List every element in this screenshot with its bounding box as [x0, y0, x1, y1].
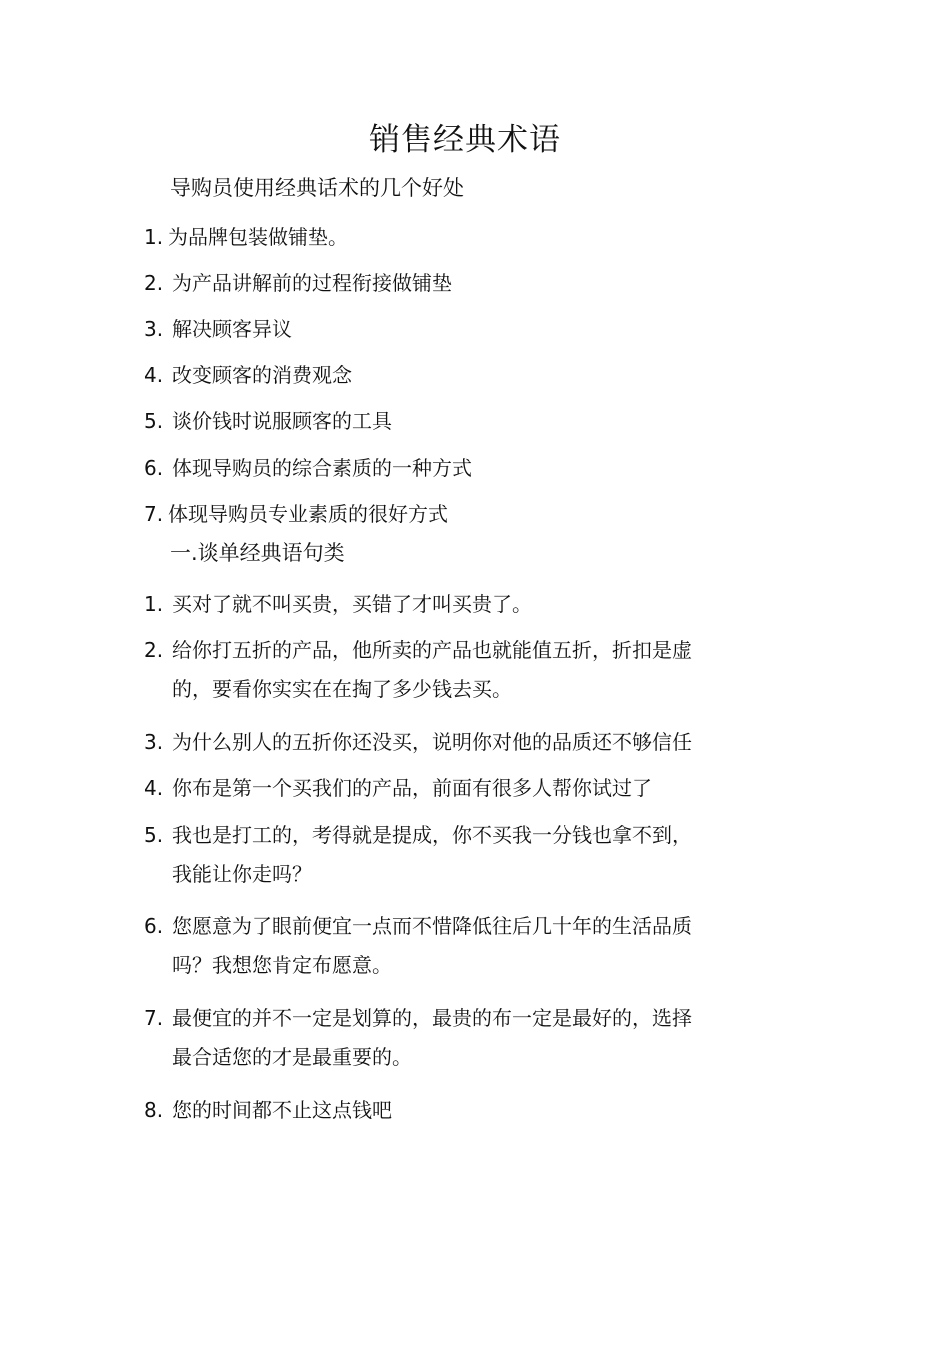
- phrase-number: 7.: [144, 1006, 164, 1030]
- benefit-number: 1.: [144, 225, 164, 249]
- benefit-item: [144, 222, 754, 252]
- phrase-text: 最便宜的并不一定是划算的，最贵的布一定是最好的，选择: [172, 1006, 692, 1030]
- phrase-continuation: 吗？我想您肯定布愿意。: [172, 953, 392, 977]
- benefit-text: 体现导购员的综合素质的一种方式: [172, 456, 472, 480]
- phrase-item: [144, 820, 754, 889]
- phrase-number: 2.: [144, 638, 164, 662]
- benefit-text: 体现导购员专业素质的很好方式: [168, 502, 448, 526]
- benefit-number: 2.: [144, 271, 164, 295]
- phrase-item: [144, 727, 754, 757]
- phrase-continuation: 我能让你走吗？: [172, 862, 312, 886]
- benefit-number: 6.: [144, 456, 164, 480]
- benefit-item: [144, 406, 754, 436]
- phrase-number: 5.: [144, 823, 164, 847]
- phrase-text: 你布是第一个买我们的产品，前面有很多人帮你试过了: [172, 776, 652, 800]
- phrase-number: 3.: [144, 730, 164, 754]
- phrase-item: [144, 1095, 754, 1125]
- benefit-text: 谈价钱时说服顾客的工具: [172, 409, 392, 433]
- benefit-item: [144, 453, 754, 483]
- phrase-number: 4.: [144, 776, 164, 800]
- benefit-item: [144, 499, 754, 529]
- phrase-item: [144, 635, 754, 704]
- phrase-number: 1.: [144, 592, 164, 616]
- phrase-number: 8.: [144, 1098, 164, 1122]
- phrase-text: 为什么别人的五折你还没买，说明你对他的品质还不够信任: [172, 730, 692, 754]
- phrase-text: 您的时间都不止这点钱吧: [172, 1098, 392, 1122]
- benefit-item: [144, 360, 754, 390]
- benefit-item: [144, 314, 754, 344]
- phrase-text: 我也是打工的，考得就是提成，你不买我一分钱也拿不到，: [172, 823, 692, 847]
- benefit-text: 为产品讲解前的过程衔接做铺垫: [172, 271, 452, 295]
- phrase-text: 您愿意为了眼前便宜一点而不惜降低往后几十年的生活品质: [172, 914, 692, 938]
- section-heading: 一.谈单经典语句类: [170, 541, 345, 565]
- benefit-number: 5.: [144, 409, 164, 433]
- phrase-text: 给你打五折的产品，他所卖的产品也就能值五折，折扣是虚: [172, 638, 692, 662]
- phrase-continuation: 的，要看你实实在在掏了多少钱去买。: [172, 677, 512, 701]
- phrase-number: 6.: [144, 914, 164, 938]
- intro-heading: 导购员使用经典话术的几个好处: [170, 176, 464, 200]
- phrase-continuation: 最合适您的才是最重要的。: [172, 1045, 412, 1069]
- benefit-text: 解决顾客异议: [172, 317, 292, 341]
- benefit-number: 3.: [144, 317, 164, 341]
- phrase-text: 买对了就不叫买贵，买错了才叫买贵了。: [172, 592, 532, 616]
- benefit-number: 7.: [144, 502, 164, 526]
- benefit-text: 为品牌包装做铺垫。: [168, 225, 348, 249]
- benefit-text: 改变顾客的消费观念: [172, 363, 352, 387]
- benefit-item: [144, 268, 754, 298]
- phrase-item: [144, 773, 754, 803]
- phrase-item: [144, 911, 754, 980]
- document-title: 销售经典术语: [369, 122, 561, 158]
- phrase-item: [144, 1003, 754, 1072]
- benefit-number: 4.: [144, 363, 164, 387]
- phrase-item: [144, 589, 754, 619]
